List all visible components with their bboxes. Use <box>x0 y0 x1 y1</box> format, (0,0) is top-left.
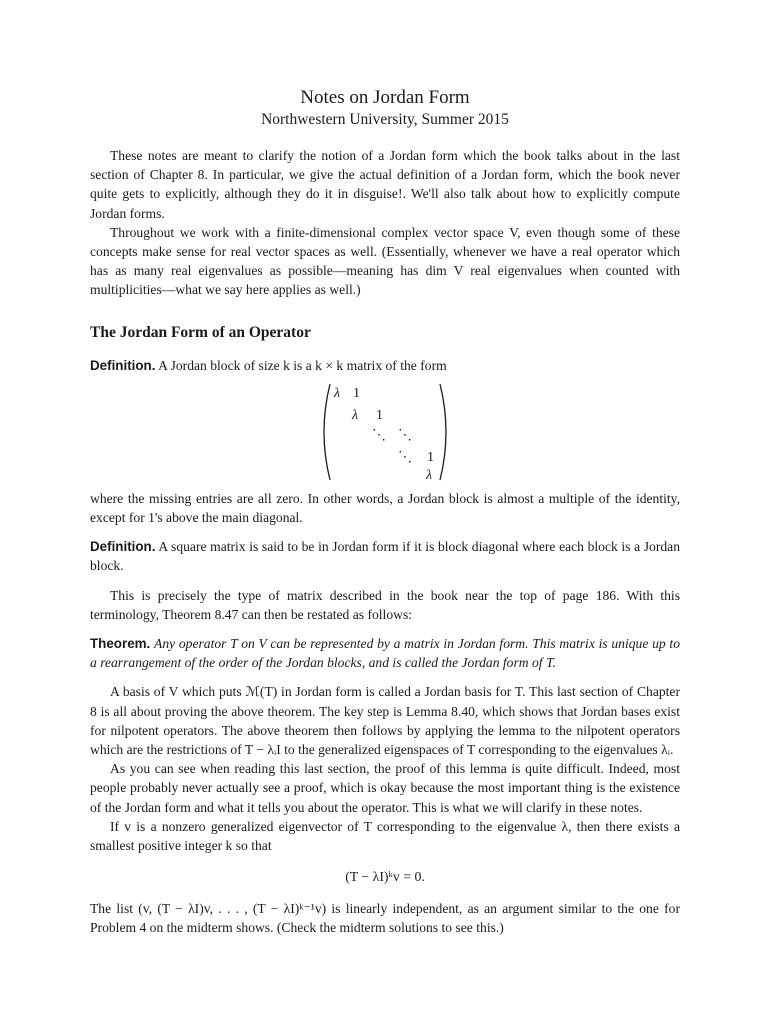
page-subtitle: Northwestern University, Summer 2015 <box>261 111 509 128</box>
definition-jordan-form <box>90 537 680 575</box>
basis-paragraph: A basis of V which puts ℳ(T) in Jordan form is called a Jordan basis for T. This last section of Chapter 8 is all about proving the above theorem. The key step is Lemma 8.40, which shows that Jordan bases exist for nilpotent operators. The above theorem then follows by applying the lemma to the nilpotent operators which are the restrictions of T − λᵢI to the generalized eigenspaces of T corresponding to the eigenvalues λᵢ. <box>90 684 680 758</box>
matrix-entry-one-2: 1 <box>376 407 383 423</box>
right-paren <box>440 384 446 480</box>
definition-label: Definition. <box>90 357 156 373</box>
matrix-dots-1: ⋱ <box>372 427 386 443</box>
definition-text: A square matrix is said to be in Jordan form if it is block diagonal where each block is a Jordan block. <box>90 539 680 574</box>
matrix-entry-one-1: 1 <box>353 385 360 401</box>
jordan-block-matrix <box>90 381 680 483</box>
proof-paragraph: As you can see when reading this last section, the proof of this lemma is quite difficult. Indeed, most people probably never actually see a proof, which is okay because the most important thing is the existence of the Jordan form and what it tells you about the operator. This is what we will clarify in these notes. <box>90 761 680 815</box>
intro-paragraph-2: Throughout we work with a finite-dimensional complex vector space V, even though some of these concepts make sense for real vector spaces as well. (Essentially, whenever we have a real operator which has as many real eigenvalues as possible—meaning has dim V real eigenvalues when counted with multiplicities—what we say here applies as well.) <box>90 224 680 298</box>
matrix-entry-lambda-2: λ <box>352 407 359 423</box>
independent-list-paragraph: The list (v, (T − λI)v, . . . , (T − λI)ᵏ⁻¹v) is linearly independent, as an argument similar to the one for Problem 4 on the midterm shows. (Check the midterm solutions to see this.) <box>90 901 680 936</box>
document-page <box>90 86 680 938</box>
theorem-text: Any operator T on V can be represented by a matrix in Jordan form. This matrix is unique up to a rearrangement of the order of the Jordan blocks, and is called the Jordan form of T. <box>90 636 680 671</box>
eigenvector-paragraph: If v is a nonzero generalized eigenvector of T corresponding to the eigenvalue λ, then there exists a smallest positive integer k so that <box>90 818 680 854</box>
theorem-block <box>90 634 680 672</box>
page-title: Notes on Jordan Form <box>300 87 470 108</box>
intro-paragraph-1: These notes are meant to clarify the notion of a Jordan form which the book talks about in the last section of Chapter 8. In particular, we give the actual definition of a Jordan form, which the book never quite gets to explicitly, although they do it in disguise!. We'll also talk about how to explicitly compute Jordan forms. <box>90 148 680 221</box>
theorem-label: Theorem. <box>90 636 151 652</box>
nilpotent-equation: (T − λI)ᵏv = 0. <box>345 869 425 885</box>
restate-paragraph: This is precisely the type of matrix described in the book near the top of page 186. With this terminology, Theorem 8.47 can then be restated as follows: <box>90 587 680 622</box>
definition-label: Definition. <box>90 539 156 555</box>
section-heading: The Jordan Form of an Operator <box>90 323 311 341</box>
definition-jordan-block <box>90 356 680 375</box>
matrix-svg <box>90 381 680 483</box>
matrix-entry-lambda-3: λ <box>426 467 433 483</box>
matrix-dots-2: ⋱ <box>398 427 412 443</box>
matrix-entry-lambda-1: λ <box>334 385 341 401</box>
after-matrix-paragraph: where the missing entries are all zero. In other words, a Jordan block is almost a multiple of the identity, except for 1's above the main diagonal. <box>90 490 680 526</box>
left-paren <box>324 384 330 480</box>
matrix-entry-one-3: 1 <box>427 449 434 465</box>
definition-text: A Jordan block of size k is a k × k matrix of the form <box>158 357 447 373</box>
matrix-dots-3: ⋱ <box>398 449 412 465</box>
